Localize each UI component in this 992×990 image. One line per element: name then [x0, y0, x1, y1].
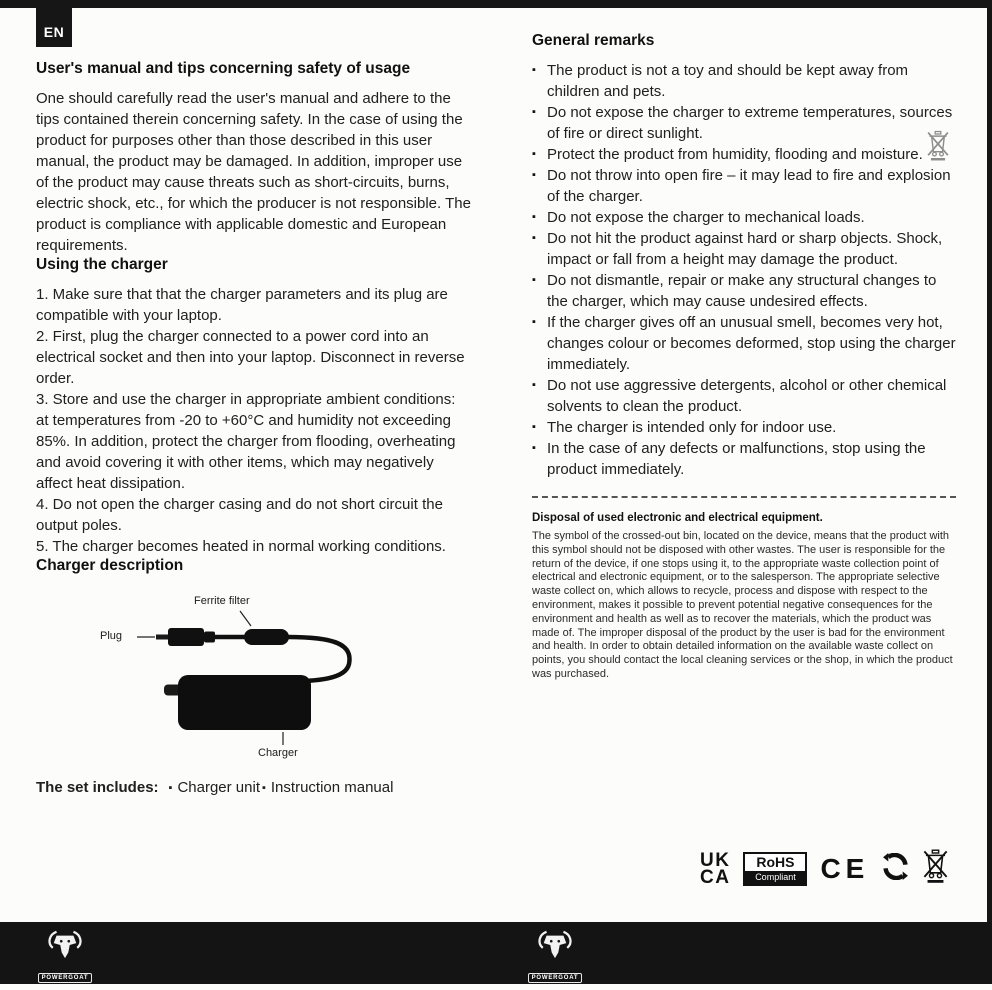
- bullet-icon: ▪: [532, 316, 536, 328]
- goat-icon: [43, 929, 87, 961]
- list-item: [532, 417, 956, 438]
- section-heading-using-charger: Using the charger: [36, 256, 168, 273]
- bullet-icon: ▪: [532, 64, 536, 76]
- remark-text: Do not use aggressive detergents, alcohol or other chemical solvents to clean the product.: [547, 377, 947, 415]
- charger-diagram: [36, 585, 476, 765]
- bullet-icon: ▪: [532, 232, 536, 244]
- set-includes-item: Instruction manual: [270, 779, 394, 796]
- brand-ribbon: POWERGOAT: [38, 973, 93, 983]
- manual-title: User's manual and tips concerning safety of usage: [36, 60, 411, 77]
- list-item: [532, 60, 956, 102]
- rohs-mark: [743, 852, 807, 886]
- ukca-mark: [700, 852, 730, 886]
- bullet-icon: ▪: [532, 106, 536, 118]
- remarks-list: [532, 60, 956, 480]
- charger-label: Charger: [258, 747, 298, 759]
- powergoat-logo: [524, 929, 586, 984]
- intro-paragraph: One should carefully read the user's manual and adhere to the tips contained therein concerning safety. In the case of using the product for purposes other than those described in this user manual, the product may be damaged. In addition, improper use of the product may cause threats such as short-circuits, burns, electric shock, etc., for which the producer is not responsible. The product is compliance with applicable domestic and European requirements.: [36, 90, 471, 254]
- bullet-icon: ▪: [532, 274, 536, 286]
- bullet-icon: ▪: [168, 782, 173, 794]
- list-item: [532, 165, 956, 207]
- instruction-item: 3. Store and use the charger in appropriate ambient conditions: at temperatures from -20 to +60°C and humidity not exceeding 85%. In addition, protect the charger from flooding, overheating and avoid covering it with other items, which may negatively affect heat dissipation.: [36, 391, 456, 492]
- bullet-icon: ▪: [532, 421, 536, 433]
- remark-text: Do not dismantle, repair or make any structural changes to the charger, which may cause undesired effects.: [547, 272, 937, 310]
- list-item: [532, 438, 956, 480]
- bullet-icon: ▪: [532, 379, 536, 391]
- remark-text: Protect the product from humidity, flooding and moisture.: [547, 146, 923, 163]
- bullet-icon: ▪: [261, 782, 266, 794]
- rohs-label: RoHS: [756, 854, 795, 870]
- ferrite-filter-label: Ferrite filter: [194, 595, 250, 607]
- instruction-item: 2. First, plug the charger connected to a power cord into an electrical socket and then into your laptop. Disconnect in reverse order.: [36, 328, 465, 387]
- list-item: [532, 144, 956, 165]
- bullet-icon: ▪: [532, 148, 536, 160]
- list-item: [532, 102, 956, 144]
- plug-label: Plug: [100, 630, 123, 642]
- recycle-icon: [882, 853, 909, 885]
- instruction-item: 5. The charger becomes heated in normal working conditions.: [36, 538, 446, 555]
- remark-text: The charger is intended only for indoor use.: [547, 419, 837, 436]
- brand-ribbon: POWERGOAT: [528, 973, 583, 983]
- dashed-divider: [532, 496, 956, 498]
- list-item: [532, 207, 956, 228]
- language-badge: EN: [36, 0, 72, 47]
- page-right-edge: [987, 0, 992, 922]
- goat-icon: [533, 929, 577, 961]
- instruction-item: 4. Do not open the charger casing and do not short circuit the output poles.: [36, 496, 443, 534]
- instruction-item: 1. Make sure that that the charger parameters and its plug are compatible with your laptop.: [36, 286, 448, 324]
- remark-text: Do not expose the charger to extreme temperatures, sources of fire or direct sunlight.: [547, 104, 953, 142]
- bullet-icon: ▪: [532, 442, 536, 454]
- set-includes-item: Charger unit: [177, 779, 260, 796]
- set-includes: [36, 779, 472, 796]
- compliance-marks: [700, 844, 958, 894]
- right-column: [532, 32, 956, 682]
- list-item: [532, 375, 956, 417]
- disposal-paragraph: The symbol of the crossed-out bin, located on the device, means that the product with this symbol should not be disposed with other wastes. The user is responsible for the return of the device, if one stops using it, to the appropriate waste collection point of electrical and electronic equipment, or to the salesperson. The appropriate selective waste collect on, which allows to recycle, process and dispose with respect to the environment, makes it possible to prevent potential negative consequences for the environment and health as well as to recover the materials, which the product was made of. The improper disposal of the product by the user is bad for the environment and health. In order to obtain detailed information on the available waste collect on points, you should contact the local cleaning services or the shop, in which the product was purchased.: [532, 530, 953, 680]
- left-column: [36, 60, 472, 796]
- ce-mark: CE: [820, 853, 870, 884]
- remark-text: The product is not a toy and should be kept away from children and pets.: [547, 62, 909, 100]
- ukca-line2: CA: [700, 867, 731, 888]
- remark-text: Do not hit the product against hard or sharp objects. Shock, impact or fall from a height may damage the product.: [547, 230, 943, 268]
- remark-text: Do not throw into open fire – it may lead to fire and explosion of the charger.: [547, 167, 951, 205]
- list-item: [532, 312, 956, 375]
- charger-diagram-drawing: [36, 585, 476, 763]
- list-item: [532, 270, 956, 312]
- remark-text: In the case of any defects or malfunctions, stop using the product immediately.: [547, 440, 926, 478]
- section-heading-charger-description: Charger description: [36, 557, 184, 574]
- instructions-list: [36, 284, 472, 557]
- top-bar: [0, 0, 992, 8]
- list-item: [532, 228, 956, 270]
- ukca-line1: UK: [700, 850, 731, 871]
- bullet-icon: ▪: [532, 169, 536, 181]
- disposal-heading: Disposal of used electronic and electrical equipment.: [532, 512, 823, 524]
- crossed-out-bin-icon: [922, 849, 949, 889]
- remark-text: If the charger gives off an unusual smell, becomes very hot, changes colour or becomes deformed, stop using the charger immediately.: [547, 314, 956, 373]
- powergoat-logo: [34, 929, 96, 984]
- remark-text: Do not expose the charger to mechanical loads.: [547, 209, 865, 226]
- footer-bar: [0, 922, 992, 984]
- rohs-compliant-label: Compliant: [745, 871, 805, 884]
- general-remarks-heading: General remarks: [532, 32, 655, 49]
- bullet-icon: ▪: [532, 211, 536, 223]
- set-includes-label: The set includes:: [36, 779, 159, 796]
